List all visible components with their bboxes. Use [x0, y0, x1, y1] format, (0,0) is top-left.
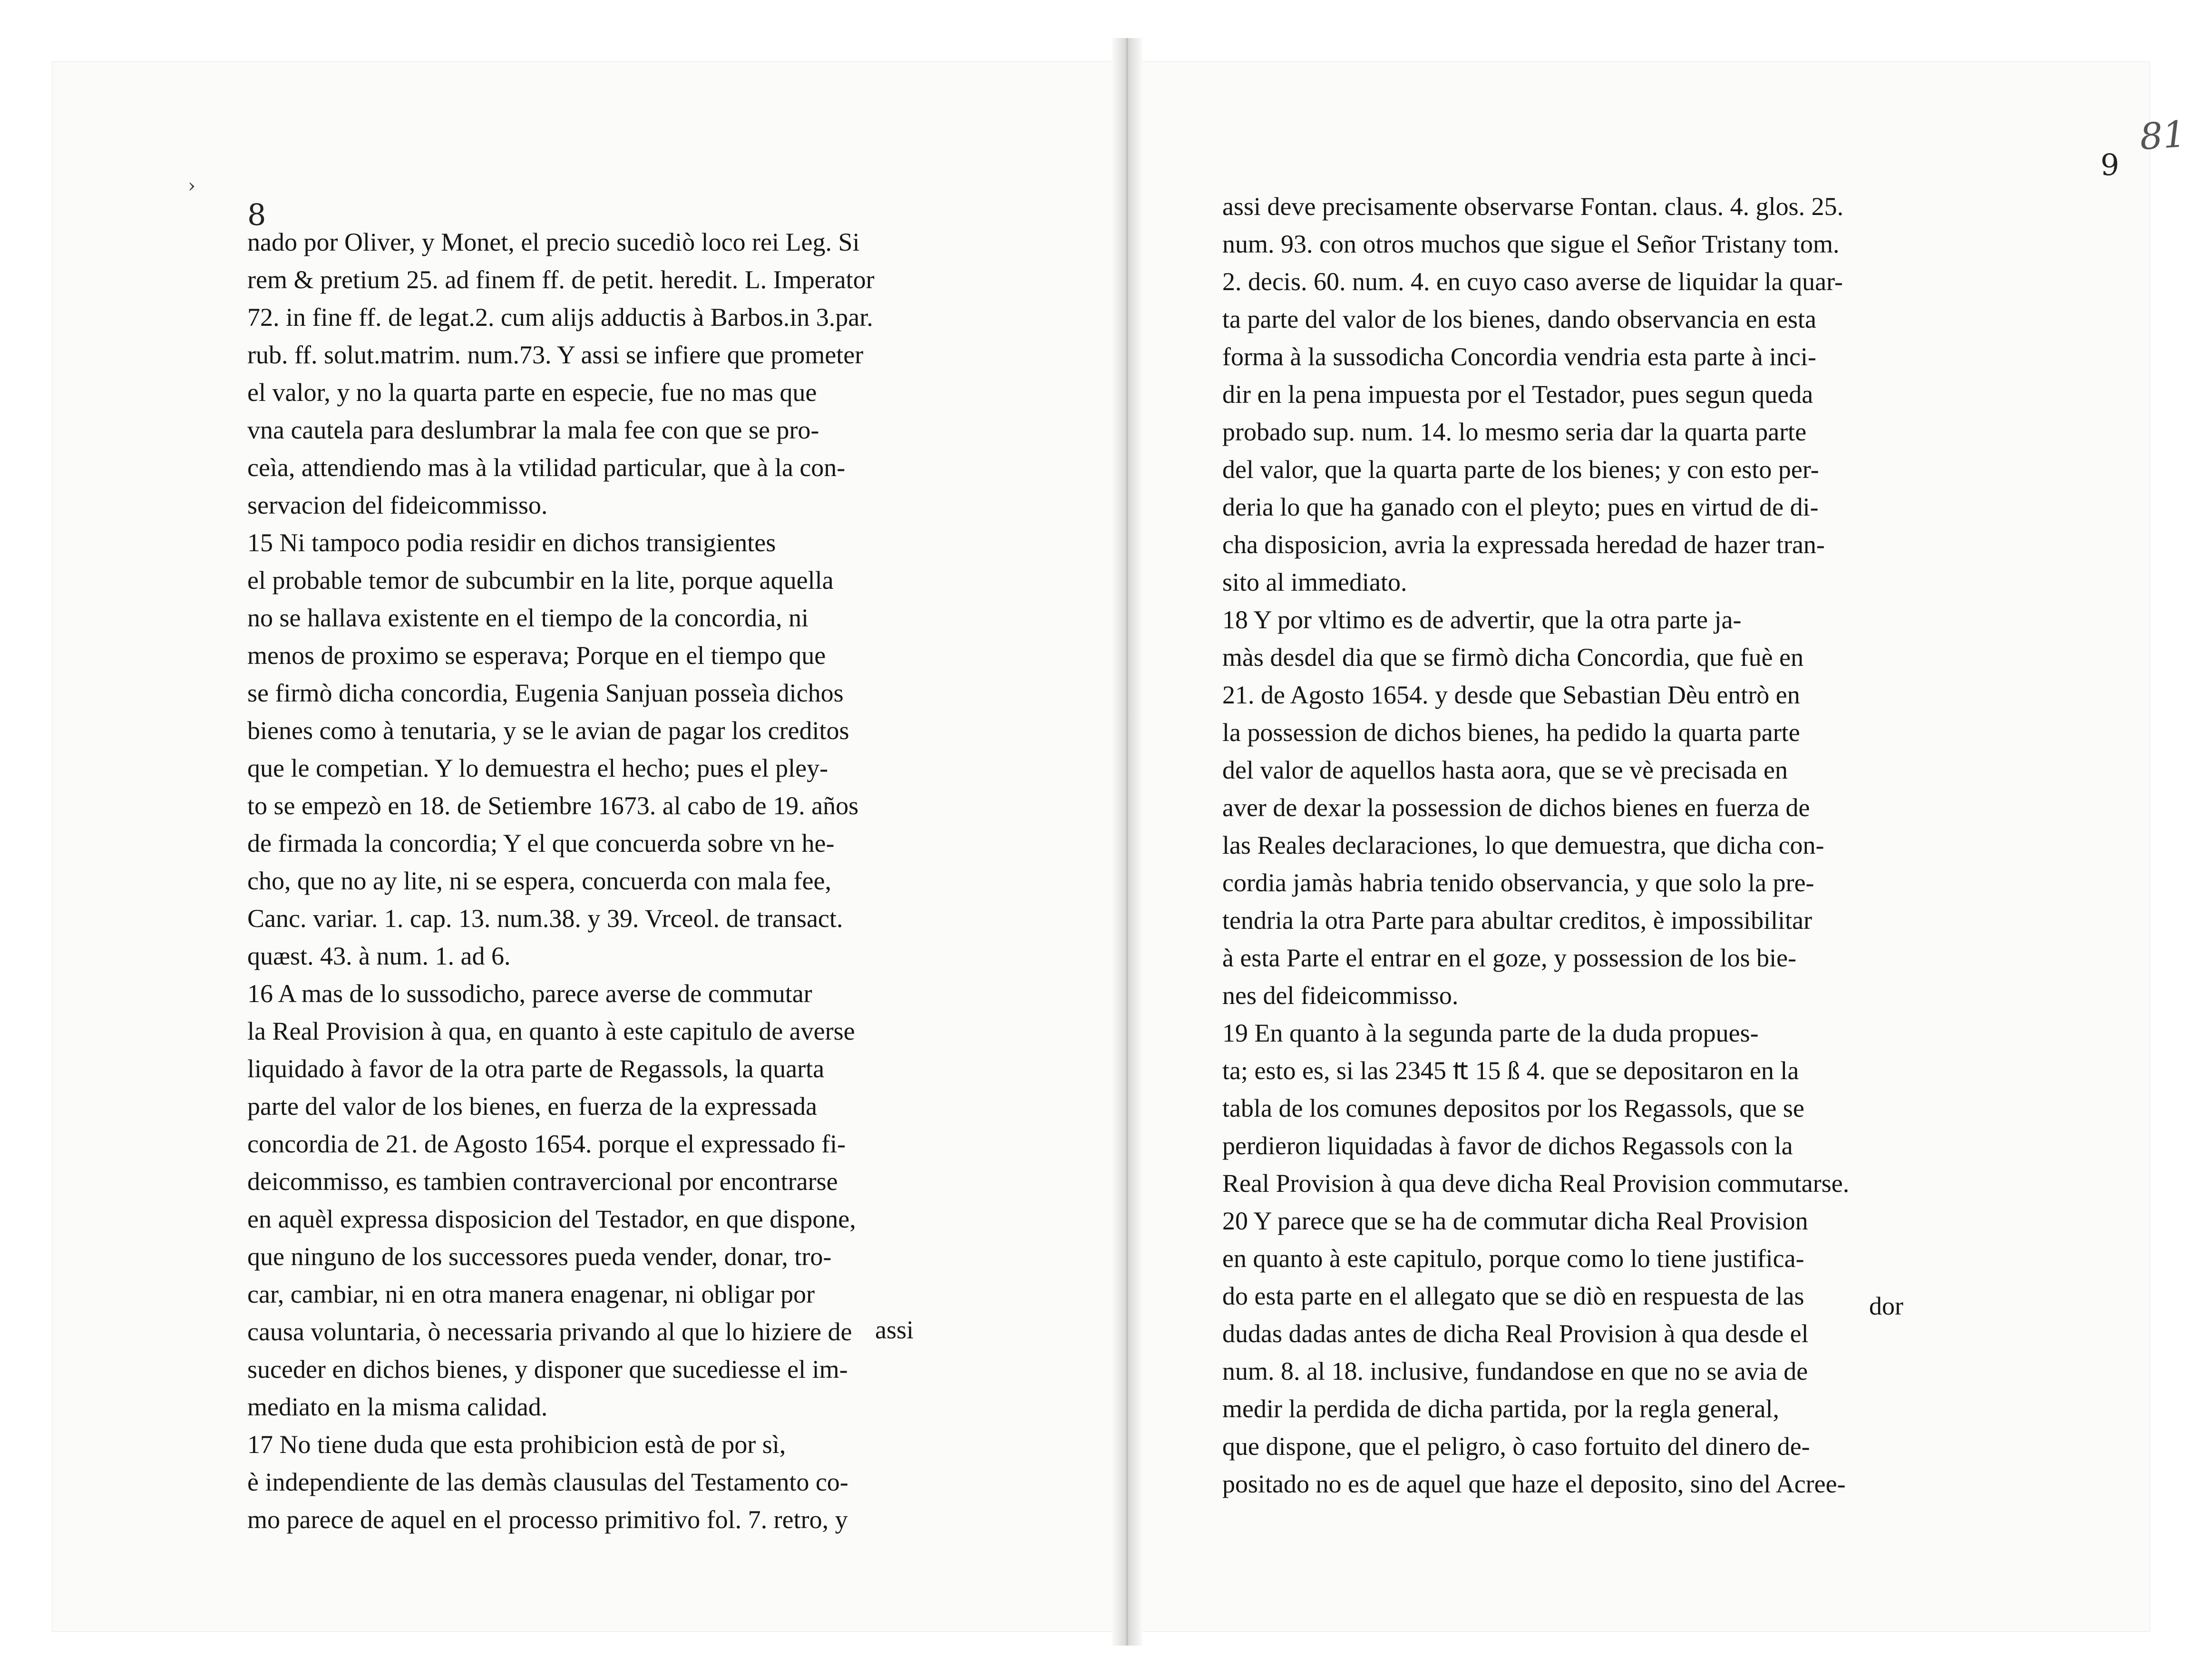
right-catchword: dor [1869, 1292, 1903, 1320]
text-line: tabla de los comunes depositos por los Regassols, que se [1222, 1094, 1804, 1122]
text-line: la possession de dichos bienes, ha pedido la quarta parte [1222, 718, 1800, 747]
text-line: en quanto à este capitulo, porque como lo tiene justifica- [1222, 1244, 1804, 1273]
text-line: to se empezò en 18. de Setiembre 1673. al cabo de 19. años [247, 791, 859, 820]
text-line: el probable temor de subcumbir en la lite, porque aquella [247, 566, 834, 595]
text-line: la Real Provision à qua, en quanto à este capitulo de averse [247, 1017, 855, 1045]
text-line: num. 8. al 18. inclusive, fundandose en que no se avia de [1222, 1357, 1808, 1385]
text-line: 15 Ni tampoco podia residir en dichos transigientes [247, 528, 776, 557]
margin-mark: › [188, 175, 195, 197]
text-line: que ninguno de los successores pueda vender, donar, tro- [247, 1242, 832, 1271]
text-line: rem & pretium 25. ad finem ff. de petit. heredit. L. Imperator [247, 265, 875, 294]
text-line: sito al immediato. [1222, 568, 1407, 596]
text-line: liquidado à favor de la otra parte de Regassols, la quarta [247, 1054, 825, 1083]
text-line: servacion del fideicommisso. [247, 491, 548, 519]
left-folio-number: 8 [247, 197, 266, 232]
text-line: ta parte del valor de los bienes, dando observancia en esta [1222, 305, 1817, 333]
text-line: del valor de aquellos hasta aora, que se vè precisada en [1222, 756, 1788, 784]
text-line: 19 En quanto à la segunda parte de la duda propues- [1222, 1019, 1759, 1047]
text-line: bienes como à tenutaria, y se le avian de pagar los creditos [247, 716, 849, 745]
text-line: en aquèl expressa disposicion del Testador, en que dispone, [247, 1205, 856, 1233]
text-line: de firmada la concordia; Y el que concuerda sobre vn he- [247, 829, 835, 858]
text-line: 2. decis. 60. num. 4. en cuyo caso averse de liquidar la quar- [1222, 267, 1843, 296]
right-page-text [1222, 188, 1919, 1503]
text-line: nado por Oliver, y Monet, el precio sucediò loco rei Leg. Si [247, 228, 860, 256]
text-line: à esta Parte el entrar en el goze, y possession de los bie- [1222, 944, 1797, 972]
text-line: las Reales declaraciones, lo que demuestra, que dicha con- [1222, 831, 1824, 859]
text-line: assi deve precisamente observarse Fontan. claus. 4. glos. 25. [1222, 192, 1844, 221]
text-line: 20 Y parece que se ha de commutar dicha Real Provision [1222, 1207, 1808, 1235]
text-line: màs desdel dia que se firmò dicha Concordia, que fuè en [1222, 643, 1804, 672]
text-line: causa voluntaria, ò necessaria privando al que lo hiziere de [247, 1317, 852, 1346]
text-line: Canc. variar. 1. cap. 13. num.38. y 39. Vrceol. de transact. [247, 904, 843, 933]
text-line: probado sup. num. 14. lo mesmo seria dar la quarta parte [1222, 418, 1807, 446]
text-line: positado no es de aquel que haze el deposito, sino del Acree- [1222, 1470, 1846, 1498]
text-line: rub. ff. solut.matrim. num.73. Y assi se infiere que prometer [247, 341, 864, 369]
book-gutter [1112, 38, 1142, 1646]
text-line: mo parece de aquel en el processo primitivo fol. 7. retro, y [247, 1505, 848, 1534]
text-line: perdieron liquidadas à favor de dichos Regassols con la [1222, 1131, 1793, 1160]
text-line: Real Provision à qua deve dicha Real Provision commutarse. [1222, 1169, 1850, 1198]
text-line: cordia jamàs habria tenido observancia, y que solo la pre- [1222, 868, 1814, 897]
text-line: concordia de 21. de Agosto 1654. porque el expressado fi- [247, 1130, 846, 1158]
right-folio-number: 9 [2100, 147, 2119, 182]
text-line: do esta parte en el allegato que se diò en respuesta de las [1222, 1282, 1804, 1310]
text-line: que dispone, que el peligro, ò caso fortuito del dinero de- [1222, 1432, 1810, 1461]
text-line: deicommisso, es tambien contravercional por encontrarse [247, 1167, 838, 1196]
text-line: que le competian. Y lo demuestra el hecho; pues el pley- [247, 754, 828, 782]
text-line: se firmò dicha concordia, Eugenia Sanjuan posseìa dichos [247, 679, 844, 707]
text-line: quæst. 43. à num. 1. ad 6. [247, 942, 511, 970]
text-line: el valor, y no la quarta parte en especie, fue no mas que [247, 378, 817, 407]
text-line: forma à la sussodicha Concordia vendria esta parte à inci- [1222, 342, 1817, 371]
text-line: suceder en dichos bienes, y disponer que sucediesse el im- [247, 1355, 848, 1384]
text-line: 18 Y por vltimo es de advertir, que la otra parte ja- [1222, 605, 1742, 634]
text-line: nes del fideicommisso. [1222, 981, 1459, 1010]
handwritten-folio-number: 81 [2138, 112, 2187, 158]
text-line: menos de proximo se esperava; Porque en el tiempo que [247, 641, 826, 670]
text-line: 21. de Agosto 1654. y desde que Sebastian Dèu entrò en [1222, 681, 1800, 709]
left-catchword: assi [875, 1316, 914, 1344]
text-line: ceìa, attendiendo mas à la vtilidad particular, que à la con- [247, 453, 846, 482]
text-line: no se hallava existente en el tiempo de la concordia, ni [247, 604, 809, 632]
text-line: 16 A mas de lo sussodicho, parece averse de commutar [247, 979, 812, 1008]
text-line: parte del valor de los bienes, en fuerza de la expressada [247, 1092, 817, 1121]
text-line: aver de dexar la possession de dichos bienes en fuerza de [1222, 793, 1810, 822]
text-line: deria lo que ha ganado con el pleyto; pues en virtud de di- [1222, 493, 1819, 521]
left-page-text [247, 224, 958, 1539]
text-line: car, cambiar, ni en otra manera enagenar, ni obligar por [247, 1280, 815, 1308]
text-line: 72. in fine ff. de legat.2. cum alijs adductis à Barbos.in 3.par. [247, 303, 873, 331]
text-line: 17 No tiene duda que esta prohibicion està de por sì, [247, 1430, 786, 1459]
text-line: mediato en la misma calidad. [247, 1393, 548, 1421]
text-line: cha disposicion, avria la expressada heredad de hazer tran- [1222, 530, 1825, 559]
text-line: dudas dadas antes de dicha Real Provision à qua desde el [1222, 1319, 1809, 1348]
text-line: num. 93. con otros muchos que sigue el Señor Tristany tom. [1222, 230, 1840, 258]
text-line: tendria la otra Parte para abultar creditos, è impossibilitar [1222, 906, 1812, 935]
text-line: cho, que no ay lite, ni se espera, concuerda con mala fee, [247, 867, 831, 895]
text-line: dir en la pena impuesta por el Testador, pues segun queda [1222, 380, 1813, 409]
text-line: del valor, que la quarta parte de los bienes; y con esto per- [1222, 455, 1819, 484]
text-line: ta; esto es, si las 2345 ₶ 15 ß 4. que se depositaron en la [1222, 1056, 1799, 1085]
text-line: è independiente de las demàs clausulas del Testamento co- [247, 1468, 848, 1496]
text-line: vna cautela para deslumbrar la mala fee con que se pro- [247, 416, 819, 444]
text-line: medir la perdida de dicha partida, por la regla general, [1222, 1394, 1779, 1423]
